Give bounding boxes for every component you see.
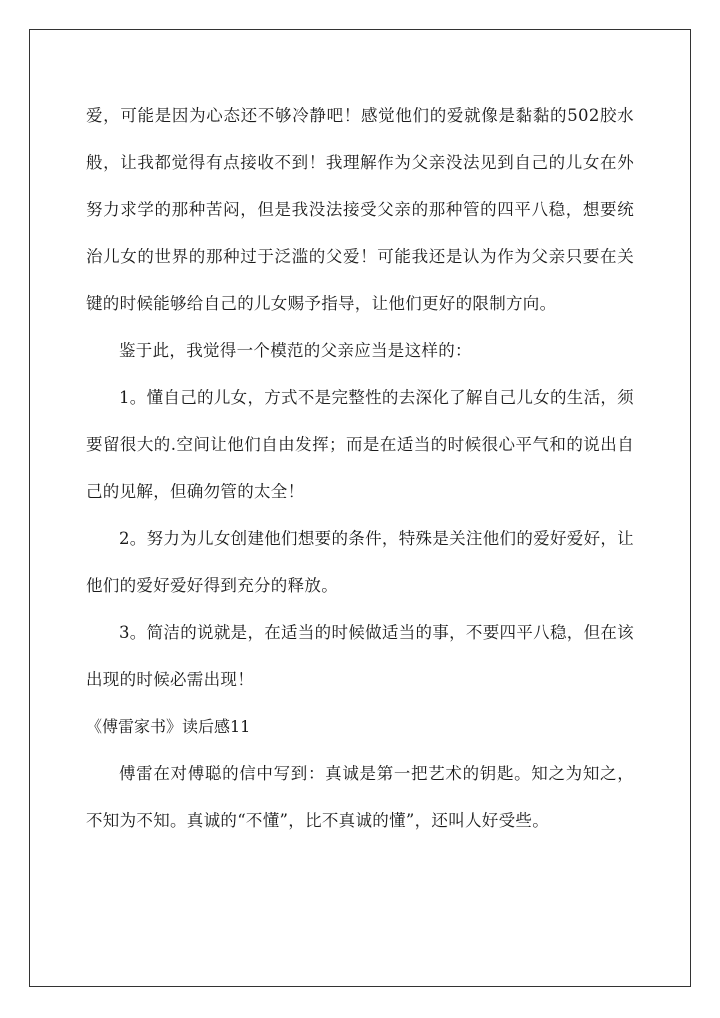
paragraph-4: 2。努力为儿女创建他们想要的条件，特殊是关注他们的爱好爱好，让他们的爱好爱好得到充分的释放。 <box>86 529 634 595</box>
document-body <box>86 92 634 844</box>
paragraph-3: 1。懂自己的儿女，方式不是完整性的去深化了解自己儿女的生活，须要留很大的.空间让他们自由发挥；而是在适当的时候很心平气和的说出自己的见解，但确勿管的太全！ <box>86 388 634 501</box>
paragraph-6: 傅雷在对傅聪的信中写到：真诚是第一把艺术的钥匙。知之为知之，不知为不知。真诚的“不懂”，比不真诚的懂”，还叫人好受些。 <box>86 764 634 830</box>
section-heading: 《傅雷家书》读后感11 <box>86 717 251 736</box>
paragraph-2: 鉴于此，我觉得一个模范的父亲应当是这样的： <box>119 341 472 360</box>
paragraph-1: 爱，可能是因为心态还不够冷静吧！感觉他们的爱就像是黏黏的502胶水般，让我都觉得有点接收不到！我理解作为父亲没法见到自己的儿女在外努力求学的那种苦闷，但是我没法接受父亲的那种管的四平八稳，想要统治儿女的世界的那种过于泛滥的父爱！可能我还是认为作为父亲只要在关键的时候能够给自己的儿女赐予指导，让他们更好的限制方向。 <box>86 106 634 313</box>
paragraph-5: 3。简洁的说就是，在适当的时候做适当的事，不要四平八稳，但在该出现的时候必需出现！ <box>86 623 634 689</box>
